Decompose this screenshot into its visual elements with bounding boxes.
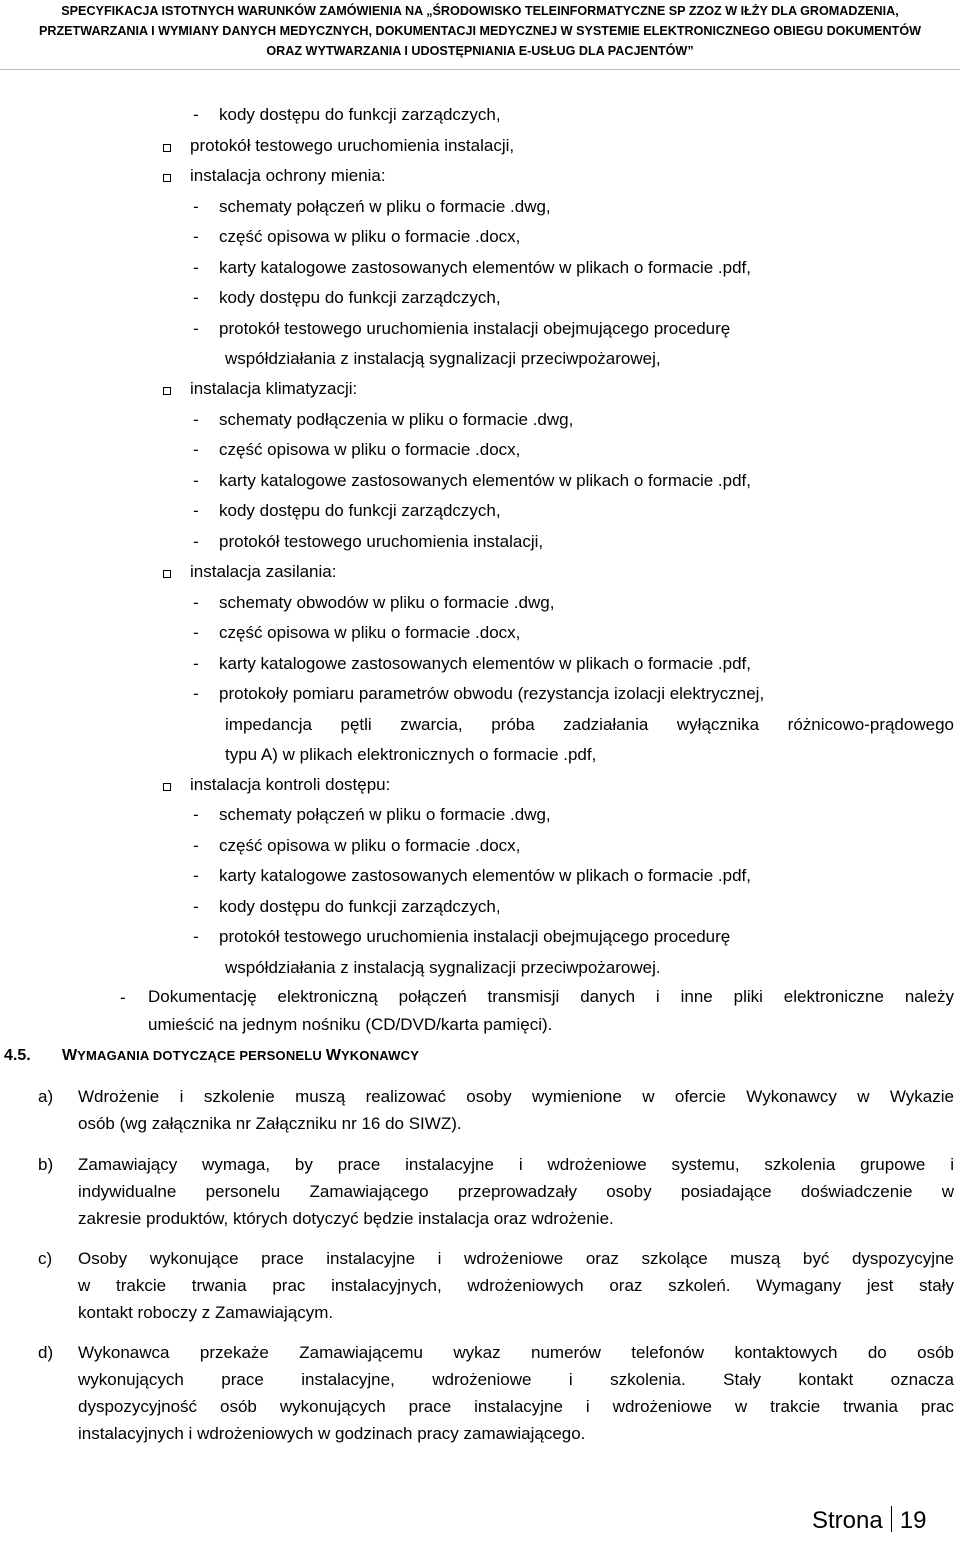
list-item: - karty katalogowe zastosowanych elementów w plikach o formacie .pdf, bbox=[0, 861, 960, 892]
item-letter: c) bbox=[38, 1249, 53, 1268]
list-item-continuation: współdziałania z instalacją sygnalizacji przeciwpożarowej, bbox=[225, 349, 661, 368]
dash-marker: - bbox=[193, 470, 199, 490]
dash-marker: - bbox=[193, 592, 199, 612]
dash-marker: - bbox=[193, 440, 199, 459]
dash-marker: - bbox=[193, 866, 199, 885]
section-title: WYMAGANIA DOTYCZĄCE PERSONELU WYKONAWCY bbox=[62, 1047, 420, 1064]
header-line: SPECYFIKACJA ISTOTNYCH WARUNKÓW ZAMÓWIENIA NA „ŚRODOWISKO TELEINFORMATYCZNE SP ZZOZ W IŁŻY DLA GROMADZENIA, bbox=[61, 4, 899, 18]
dash-marker: - bbox=[193, 318, 199, 338]
list-item: - kody dostępu do funkcji zarządczych, bbox=[0, 496, 960, 527]
list-item: instalacja klimatyzacji: bbox=[0, 374, 960, 405]
list-item: - kody dostępu do funkcji zarządczych, bbox=[0, 283, 960, 314]
list-item: instalacja kontroli dostępu: bbox=[0, 770, 960, 801]
list-item: - część opisowa w pliku o formacie .docx, bbox=[0, 831, 960, 862]
square-bullet-icon bbox=[163, 783, 171, 791]
dash-marker: - bbox=[193, 805, 199, 824]
dash-marker: - bbox=[193, 288, 199, 307]
list-item: - część opisowa w pliku o formacie .docx, bbox=[0, 435, 960, 466]
list-item-continuation: współdziałania z instalacją sygnalizacji przeciwpożarowej. bbox=[225, 957, 661, 977]
list-item-continuation: impedancja pętli zwarcia, próba zadziałania wyłącznika różnicowo-prądowego bbox=[225, 714, 954, 734]
item-letter: a) bbox=[38, 1087, 54, 1106]
dash-marker: - bbox=[193, 105, 199, 124]
list-item-continuation: typu A) w plikach elektronicznych o formacie .pdf, bbox=[225, 744, 597, 764]
list-item: instalacja zasilania: bbox=[0, 557, 960, 588]
list-item: - protokół testowego uruchomienia instalacji obejmującego procedurę bbox=[0, 922, 960, 953]
dash-marker: - bbox=[193, 501, 199, 520]
document-body bbox=[0, 100, 960, 1039]
item-letter: d) bbox=[38, 1343, 54, 1362]
item-letter: b) bbox=[38, 1155, 54, 1174]
dash-marker: - bbox=[193, 623, 199, 642]
dash-marker: - bbox=[193, 835, 199, 855]
header-line: PRZETWARZANIA I WYMIANY DANYCH MEDYCZNYCH, DOKUMENTACJI MEDYCZNEJ W SYSTEMIE ELEKTRONICZNEGO OBIEGU DOKUMENTÓW bbox=[38, 24, 922, 38]
list-item: - karty katalogowe zastosowanych elementów w plikach o formacie .pdf, bbox=[0, 649, 960, 680]
page-footer bbox=[812, 1506, 926, 1536]
dash-marker: - bbox=[193, 227, 199, 246]
list-item: - część opisowa w pliku o formacie .docx, bbox=[0, 618, 960, 649]
page-header bbox=[0, 0, 960, 70]
dash-marker: - bbox=[193, 196, 199, 216]
list-item: - kody dostępu do funkcji zarządczych, bbox=[0, 100, 960, 131]
list-item: instalacja ochrony mienia: bbox=[0, 161, 960, 192]
dash-marker: - bbox=[193, 684, 199, 703]
list-item: - karty katalogowe zastosowanych elementów w plikach o formacie .pdf, bbox=[0, 466, 960, 497]
requirement-item: d) Wykonawca przekaże Zamawiającemu wykaz numerów telefonów kontaktowych do osób wykonujących prace instalacyjne, wdrożeniowe i szkolenia. Stały kontakt oznacza dyspozycyjność osób wykonujących prace instalacyjne i wdrożeniowe w trakcie trwania prac instalacyjnych i wdrożeniowych w godzinach pracy zamawiającego. bbox=[0, 1339, 960, 1447]
list-item: - kody dostępu do funkcji zarządczych, bbox=[0, 892, 960, 923]
list-item: - Dokumentację elektroniczną połączeń transmisji danych i inne pliki elektroniczne należy umieścić na jednym nośniku (CD/DVD/karta pamięci). bbox=[0, 983, 960, 1039]
section-number: 4.5. bbox=[4, 1047, 31, 1064]
dash-marker: - bbox=[193, 531, 199, 551]
dash-marker: - bbox=[193, 896, 199, 916]
square-bullet-icon bbox=[163, 570, 171, 578]
dash-marker: - bbox=[193, 927, 199, 946]
dash-marker: - bbox=[193, 257, 199, 277]
list-item: - schematy obwodów w pliku o formacie .dwg, bbox=[0, 588, 960, 619]
list-item: - schematy połączeń w pliku o formacie .dwg, bbox=[0, 800, 960, 831]
page-number: 19 bbox=[899, 1507, 927, 1534]
list-item: protokół testowego uruchomienia instalacji, bbox=[0, 131, 960, 162]
header-line: ORAZ WYTWARZANIA I UDOSTĘPNIANIA E-USŁUG DLA PACJENTÓW” bbox=[266, 44, 694, 58]
requirement-item: b) Zamawiający wymaga, by prace instalacyjne i wdrożeniowe systemu, szkolenia grupowe i indywidualne personelu Zamawiającego przeprowadzały osoby posiadające doświadczenie w zakresie produktów, których dotyczyć będzie instalacja oraz wdrożenie. bbox=[0, 1151, 960, 1232]
square-bullet-icon bbox=[163, 174, 171, 182]
list-item: - karty katalogowe zastosowanych elementów w plikach o formacie .pdf, bbox=[0, 253, 960, 284]
list-item: - protokół testowego uruchomienia instalacji obejmującego procedurę bbox=[0, 314, 960, 345]
page-label: Strona bbox=[812, 1507, 883, 1534]
dash-marker: - bbox=[120, 987, 126, 1007]
list-item: - protokoły pomiaru parametrów obwodu (rezystancja izolacji elektrycznej, bbox=[0, 679, 960, 710]
list-item: - część opisowa w pliku o formacie .docx, bbox=[0, 222, 960, 253]
requirement-item: a) Wdrożenie i szkolenie muszą realizować osoby wymienione w ofercie Wykonawcy w Wykazie osób (wg załącznika nr Załączniku nr 16 do SIWZ). bbox=[0, 1083, 960, 1137]
square-bullet-icon bbox=[163, 387, 171, 395]
list-item: - protokół testowego uruchomienia instalacji, bbox=[0, 527, 960, 558]
square-bullet-icon bbox=[163, 144, 171, 152]
requirement-item: c) Osoby wykonujące prace instalacyjne i wdrożeniowe oraz szkolące muszą być dyspozycyjne w trakcie trwania prac instalacyjnych, wdrożeniowych oraz szkoleń. Wymagany jest stały kontakt roboczy z Zamawiającym. bbox=[0, 1245, 960, 1326]
dash-marker: - bbox=[193, 409, 199, 429]
dash-marker: - bbox=[193, 653, 199, 673]
list-item: - schematy podłączenia w pliku o formacie .dwg, bbox=[0, 405, 960, 436]
footer-divider bbox=[891, 1506, 892, 1532]
list-item: - schematy połączeń w pliku o formacie .dwg, bbox=[0, 192, 960, 223]
